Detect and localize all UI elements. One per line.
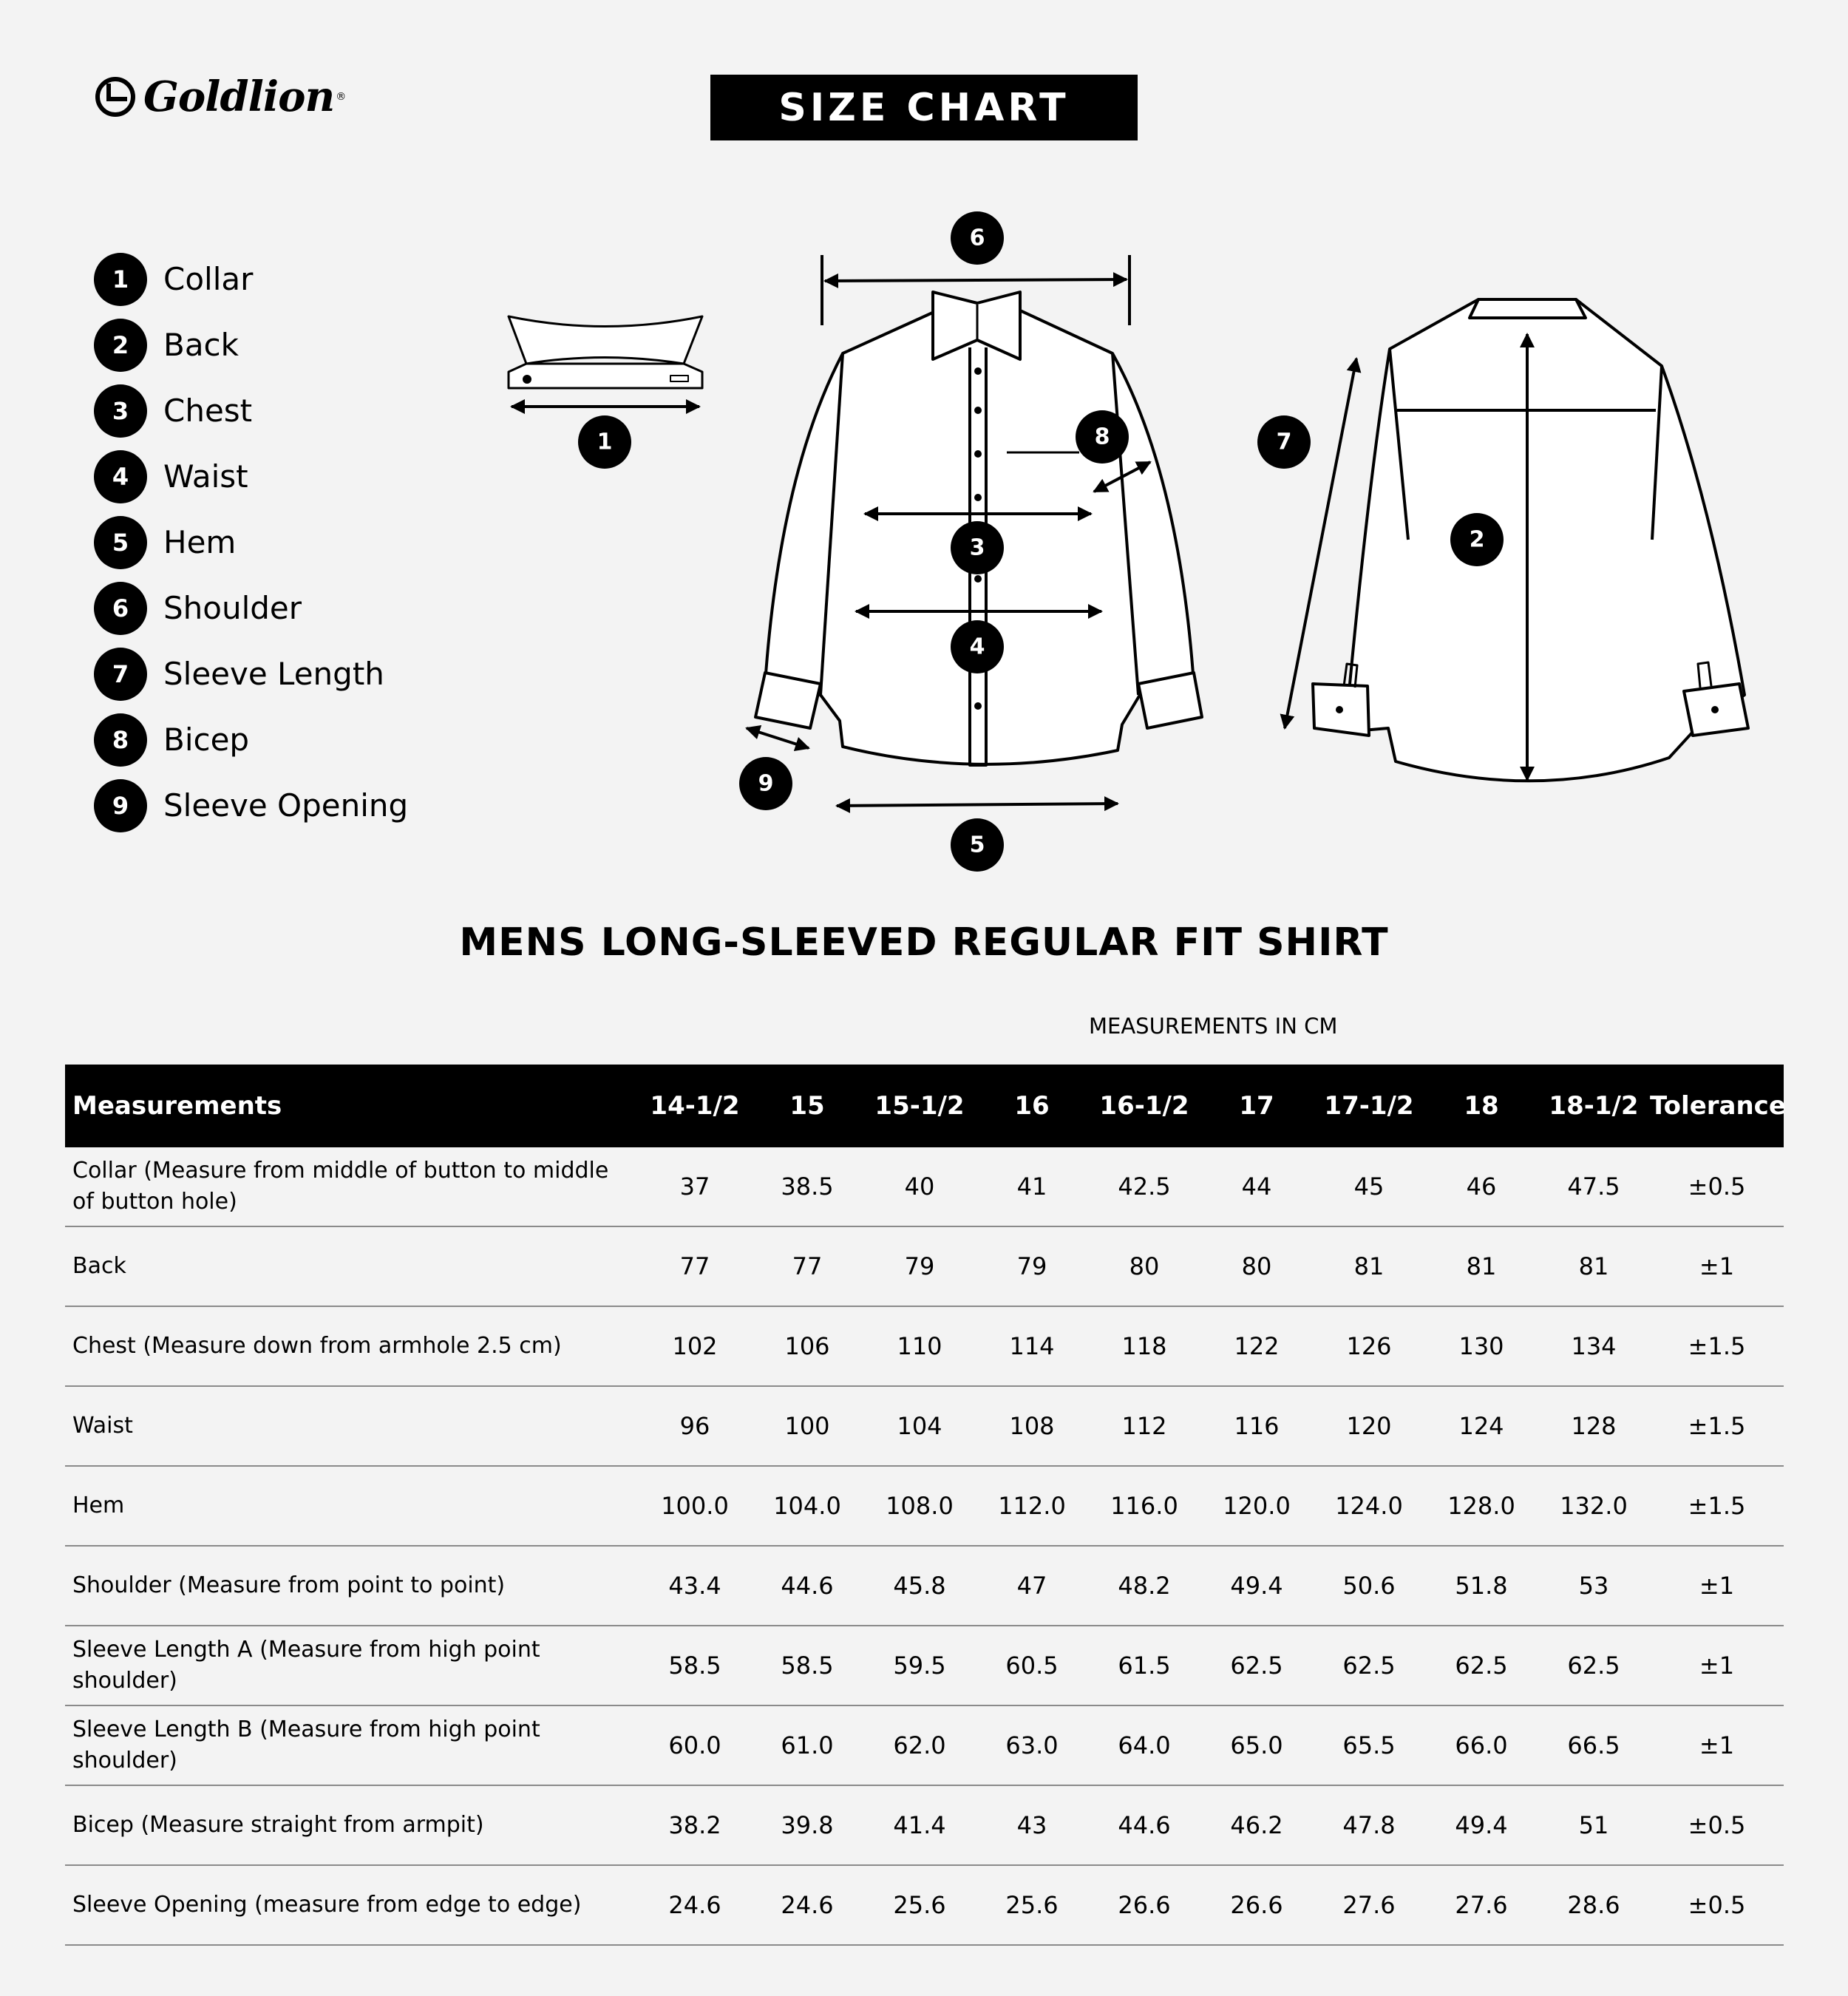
table-row (65, 1865, 1784, 1945)
tolerance-cell: ±1 (1650, 1705, 1784, 1785)
table-cell: 63.0 (976, 1705, 1088, 1785)
table-cell: 43.4 (639, 1546, 751, 1626)
table-cell: 79 (976, 1226, 1088, 1306)
table-cell: 27.6 (1425, 1865, 1538, 1945)
shirt-measurement-diagram (0, 0, 1848, 887)
table-cell: 44 (1200, 1147, 1313, 1226)
measurement-label: Collar (Measure from middle of button to middle of button hole) (65, 1147, 639, 1226)
table-cell: 132.0 (1538, 1466, 1650, 1546)
bicep-marker-number: 8 (1094, 424, 1110, 450)
table-cell: 25.6 (976, 1865, 1088, 1945)
table-cell: 81 (1538, 1226, 1650, 1306)
table-cell: 116.0 (1088, 1466, 1200, 1546)
hem-marker (951, 818, 1004, 872)
hem-arrow (837, 804, 1118, 806)
table-cell: 106 (751, 1306, 863, 1386)
column-header: 16 (976, 1065, 1088, 1147)
table-header (65, 1065, 1784, 1147)
tolerance-cell: ±1 (1650, 1226, 1784, 1306)
header-row (65, 1065, 1784, 1147)
table-cell: 118 (1088, 1306, 1200, 1386)
table-cell: 130 (1425, 1306, 1538, 1386)
table-cell: 79 (863, 1226, 976, 1306)
table-cell: 62.0 (863, 1705, 976, 1785)
legend-label: Bicep (163, 722, 250, 758)
collar-marker-number: 1 (597, 429, 613, 455)
table-cell: 48.2 (1088, 1546, 1200, 1626)
table-cell: 38.2 (639, 1785, 751, 1865)
measurement-label: Waist (65, 1386, 639, 1466)
column-header: 17-1/2 (1313, 1065, 1425, 1147)
table-cell: 124 (1425, 1386, 1538, 1466)
tolerance-cell: ±1.5 (1650, 1306, 1784, 1386)
table-cell: 25.6 (863, 1865, 976, 1945)
table-cell: 60.0 (639, 1705, 751, 1785)
table-cell: 120 (1313, 1386, 1425, 1466)
table-row (65, 1626, 1784, 1705)
table-cell: 49.4 (1200, 1546, 1313, 1626)
back-shirt-illustration (1313, 299, 1748, 781)
legend-label: Chest (163, 393, 253, 429)
table-cell: 61.5 (1088, 1626, 1200, 1705)
shoulder-marker (951, 211, 1004, 265)
table-cell: 43 (976, 1785, 1088, 1865)
table-cell: 96 (639, 1386, 751, 1466)
units-note: MEASUREMENTS IN CM (1089, 1014, 1338, 1039)
legend-label: Shoulder (163, 590, 302, 626)
measurement-label: Back (65, 1226, 639, 1306)
table-cell: 58.5 (751, 1626, 863, 1705)
table-cell: 110 (863, 1306, 976, 1386)
table-cell: 51 (1538, 1785, 1650, 1865)
table-cell: 60.5 (976, 1626, 1088, 1705)
table-cell: 42.5 (1088, 1147, 1200, 1226)
table-cell: 77 (639, 1226, 751, 1306)
column-header: 14-1/2 (639, 1065, 751, 1147)
cuff-button (1711, 706, 1719, 713)
shoulder-marker-number: 6 (969, 225, 985, 251)
table-cell: 80 (1200, 1226, 1313, 1306)
table-cell: 46.2 (1200, 1785, 1313, 1865)
table-row (65, 1466, 1784, 1546)
tolerance-cell: ±1.5 (1650, 1386, 1784, 1466)
table-cell: 100.0 (639, 1466, 751, 1546)
table-cell: 116 (1200, 1386, 1313, 1466)
tolerance-cell: ±1.5 (1650, 1466, 1784, 1546)
sleeve-opening-marker (739, 757, 792, 810)
table-cell: 49.4 (1425, 1785, 1538, 1865)
table-cell: 112 (1088, 1386, 1200, 1466)
table-cell: 44.6 (751, 1546, 863, 1626)
hem-marker-number: 5 (969, 832, 985, 858)
table-cell: 126 (1313, 1306, 1425, 1386)
table-cell: 62.5 (1425, 1626, 1538, 1705)
collar-marker (578, 415, 631, 469)
table-cell: 62.5 (1313, 1626, 1425, 1705)
measurement-label: Sleeve Length B (Measure from high point shoulder) (65, 1705, 639, 1785)
waist-marker-number: 4 (969, 634, 985, 660)
table-cell: 26.6 (1200, 1865, 1313, 1945)
size-table (65, 1065, 1784, 1946)
legend-number-badge: 5 (94, 516, 147, 569)
sleeve-length-marker-number: 7 (1276, 429, 1292, 455)
measurement-label: Sleeve Opening (measure from edge to edge) (65, 1865, 639, 1945)
legend-label: Back (163, 327, 239, 363)
table-cell: 128 (1538, 1386, 1650, 1466)
legend-number-badge: 7 (94, 648, 147, 701)
table-row (65, 1386, 1784, 1466)
column-header: 18-1/2 (1538, 1065, 1650, 1147)
table-cell: 77 (751, 1226, 863, 1306)
table-cell: 62.5 (1538, 1626, 1650, 1705)
cuff-button (1336, 706, 1343, 713)
table-row (65, 1705, 1784, 1785)
column-header: 15 (751, 1065, 863, 1147)
legend-label: Hem (163, 524, 237, 560)
table-cell: 62.5 (1200, 1626, 1313, 1705)
table-cell: 41 (976, 1147, 1088, 1226)
measurement-label: Hem (65, 1466, 639, 1546)
column-header: 16-1/2 (1088, 1065, 1200, 1147)
measurement-label: Chest (Measure down from armhole 2.5 cm) (65, 1306, 639, 1386)
table-cell: 53 (1538, 1546, 1650, 1626)
table-cell: 45.8 (863, 1546, 976, 1626)
tolerance-cell: ±1 (1650, 1626, 1784, 1705)
legend-number-badge: 2 (94, 319, 147, 372)
legend-label: Waist (163, 458, 248, 495)
table-cell: 108 (976, 1386, 1088, 1466)
table-cell: 58.5 (639, 1626, 751, 1705)
legend-label: Sleeve Length (163, 656, 384, 692)
table-title: MENS LONG-SLEEVED REGULAR FIT SHIRT (459, 920, 1389, 965)
table-row (65, 1306, 1784, 1386)
tolerance-cell: ±1 (1650, 1546, 1784, 1626)
table-cell: 122 (1200, 1306, 1313, 1386)
column-header: 18 (1425, 1065, 1538, 1147)
tolerance-cell: ±0.5 (1650, 1147, 1784, 1226)
table-cell: 26.6 (1088, 1865, 1200, 1945)
table-row (65, 1785, 1784, 1865)
registered-mark: ® (336, 91, 347, 103)
column-header: 17 (1200, 1065, 1313, 1147)
table-cell: 24.6 (751, 1865, 863, 1945)
table-cell: 66.0 (1425, 1705, 1538, 1785)
sleeve-length-marker (1257, 415, 1311, 469)
table-cell: 41.4 (863, 1785, 976, 1865)
table-cell: 47 (976, 1546, 1088, 1626)
table-cell: 120.0 (1200, 1466, 1313, 1546)
table-row (65, 1546, 1784, 1626)
legend-number-badge: 9 (94, 779, 147, 832)
table-cell: 134 (1538, 1306, 1650, 1386)
table-cell: 59.5 (863, 1626, 976, 1705)
table-cell: 40 (863, 1147, 976, 1226)
table-cell: 114 (976, 1306, 1088, 1386)
legend-number-badge: 8 (94, 713, 147, 767)
table-cell: 51.8 (1425, 1546, 1538, 1626)
table-cell: 66.5 (1538, 1705, 1650, 1785)
table-cell: 46 (1425, 1147, 1538, 1226)
table-cell: 64.0 (1088, 1705, 1200, 1785)
waist-marker (951, 620, 1004, 673)
legend-number-badge: 3 (94, 384, 147, 438)
table-cell: 44.6 (1088, 1785, 1200, 1865)
measurement-label: Shoulder (Measure from point to point) (65, 1546, 639, 1626)
legend-label: Sleeve Opening (163, 787, 409, 824)
table-row (65, 1226, 1784, 1306)
measurement-label: Bicep (Measure straight from armpit) (65, 1785, 639, 1865)
table-cell: 104.0 (751, 1466, 863, 1546)
table-cell: 39.8 (751, 1785, 863, 1865)
legend-number-badge: 1 (94, 253, 147, 306)
legend-number-badge: 4 (94, 450, 147, 503)
table-cell: 27.6 (1313, 1865, 1425, 1945)
legend-number-badge: 6 (94, 582, 147, 635)
table-cell: 37 (639, 1147, 751, 1226)
column-header: Tolerance (1650, 1065, 1784, 1147)
table-cell: 128.0 (1425, 1466, 1538, 1546)
column-header: 15-1/2 (863, 1065, 976, 1147)
table-cell: 47.8 (1313, 1785, 1425, 1865)
brand-name: Goldlion (143, 72, 335, 121)
legend-label: Collar (163, 261, 254, 297)
table-cell: 100 (751, 1386, 863, 1466)
table-cell: 65.5 (1313, 1705, 1425, 1785)
measurement-label: Sleeve Length A (Measure from high point shoulder) (65, 1626, 639, 1705)
chest-marker (951, 521, 1004, 574)
collar-illustration (509, 316, 702, 388)
sleeve-opening-arrow (747, 728, 809, 748)
table-cell: 81 (1425, 1226, 1538, 1306)
table-row (65, 1147, 1784, 1226)
sleeve-opening-marker-number: 9 (758, 770, 774, 797)
table-cell: 81 (1313, 1226, 1425, 1306)
tolerance-cell: ±0.5 (1650, 1865, 1784, 1945)
table-cell: 80 (1088, 1226, 1200, 1306)
table-cell: 124.0 (1313, 1466, 1425, 1546)
chest-marker-number: 3 (969, 534, 985, 561)
table-cell: 65.0 (1200, 1705, 1313, 1785)
table-cell: 47.5 (1538, 1147, 1650, 1226)
tolerance-cell: ±0.5 (1650, 1785, 1784, 1865)
table-cell: 112.0 (976, 1466, 1088, 1546)
table-cell: 61.0 (751, 1705, 863, 1785)
table-cell: 50.6 (1313, 1546, 1425, 1626)
column-header: Measurements (65, 1065, 639, 1147)
table-cell: 108.0 (863, 1466, 976, 1546)
back-marker-number: 2 (1469, 526, 1485, 553)
table-cell: 38.5 (751, 1147, 863, 1226)
back-marker (1450, 513, 1504, 566)
table-cell: 102 (639, 1306, 751, 1386)
table-cell: 104 (863, 1386, 976, 1466)
table-cell: 24.6 (639, 1865, 751, 1945)
page-title: SIZE CHART (710, 75, 1138, 140)
bicep-marker (1076, 410, 1129, 464)
table-cell: 28.6 (1538, 1865, 1650, 1945)
table-cell: 45 (1313, 1147, 1425, 1226)
